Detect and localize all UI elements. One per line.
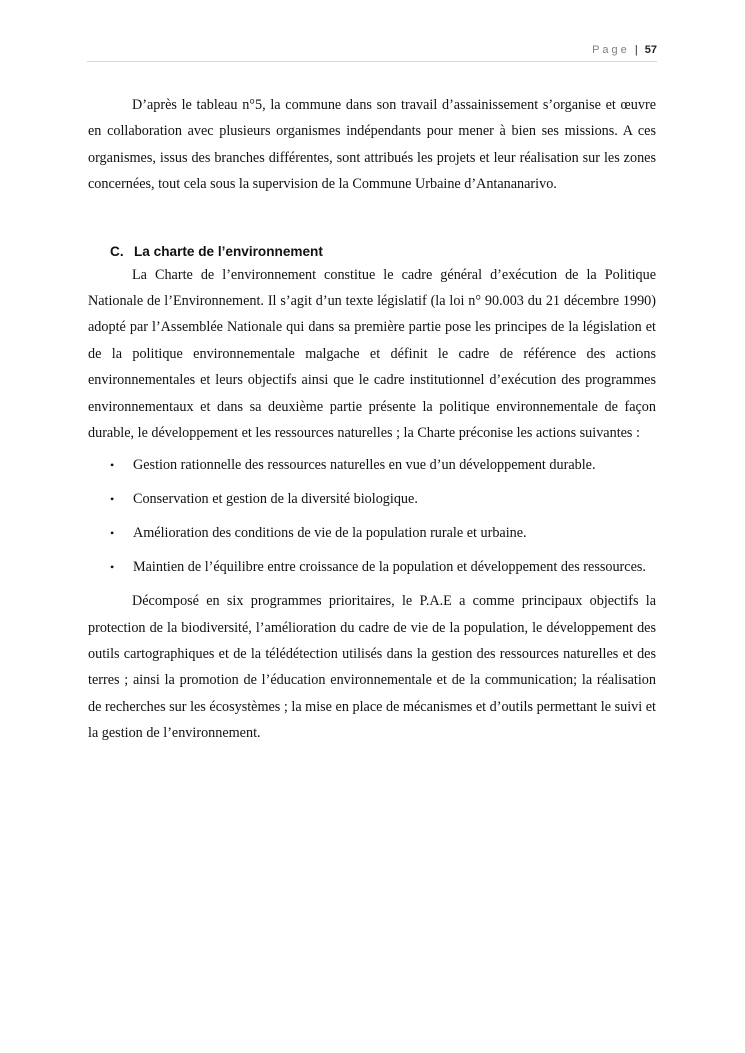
section-title: La charte de l’environnement xyxy=(134,243,323,259)
section-number: C. xyxy=(110,243,124,259)
list-item xyxy=(88,554,656,580)
list-item xyxy=(88,486,656,512)
list-item xyxy=(88,520,656,546)
page-label: Page xyxy=(592,44,630,56)
section-paragraph: La Charte de l’environnement constitue le cadre général d’exécution de la Politique Nationale de l’Environnement. Il s’agit d’un texte législatif (la loi n° 90.003 du 21 décembre 1990) adopté par l’Assemblée Nationale qui dans sa première partie pose les principes de la législation et de la politique environnementale malgache et définit le cadre de référence des actions environnementales et leurs objectifs ainsi que le cadre institutionnel d’exécution des programmes environnementaux et dans sa deuxième partie présente la politique environnementale de façon durable, le développement et les ressources naturelles ; la Charte préconise les actions suivantes : xyxy=(88,266,656,442)
list-item-text: Conservation et gestion de la diversité biologique. xyxy=(133,491,418,508)
action-list xyxy=(88,452,656,580)
document-body xyxy=(88,92,656,747)
closing-paragraph: Décomposé en six programmes prioritaires, le P.A.E a comme principaux objectifs la protection de la biodiversité, l’amélioration du cadre de vie de la population, le développement des outils cartographiques et de la télédétection utilisés dans la gestion des ressources naturelles et des terres ; ainsi la promotion de l’éducation environnementale et de la communication; la réalisation de recherches sur les écosystèmes ; la mise en place de mécanismes et d’outils permettant le suivi et la gestion de l’environnement. xyxy=(88,593,656,742)
list-item-text: Maintien de l’équilibre entre croissance de la population et développement des ressources. xyxy=(133,559,646,576)
page-separator: | xyxy=(634,44,638,56)
bullet-icon: • xyxy=(110,526,115,541)
bullet-icon: • xyxy=(110,560,115,575)
page-header xyxy=(87,44,657,62)
bullet-icon: • xyxy=(110,458,115,473)
list-item-text: Amélioration des conditions de vie de la population rurale et urbaine. xyxy=(133,525,527,542)
bullet-icon: • xyxy=(110,492,115,507)
section-heading xyxy=(110,241,656,262)
list-item xyxy=(88,452,656,478)
list-item-text: Gestion rationnelle des ressources naturelles en vue d’un développement durable. xyxy=(133,457,596,474)
page-number: 57 xyxy=(644,44,657,56)
intro-paragraph: D’après le tableau n°5, la commune dans son travail d’assainissement s’organise et œuvre en collaboration avec plusieurs organismes indépendants pour mener à bien ses missions. A ces organismes, issus des branches différentes, sont attribués les projets et leur réalisation sur les zones concernées, tout cela sous la supervision de la Commune Urbaine d’Antananarivo. xyxy=(88,97,656,193)
